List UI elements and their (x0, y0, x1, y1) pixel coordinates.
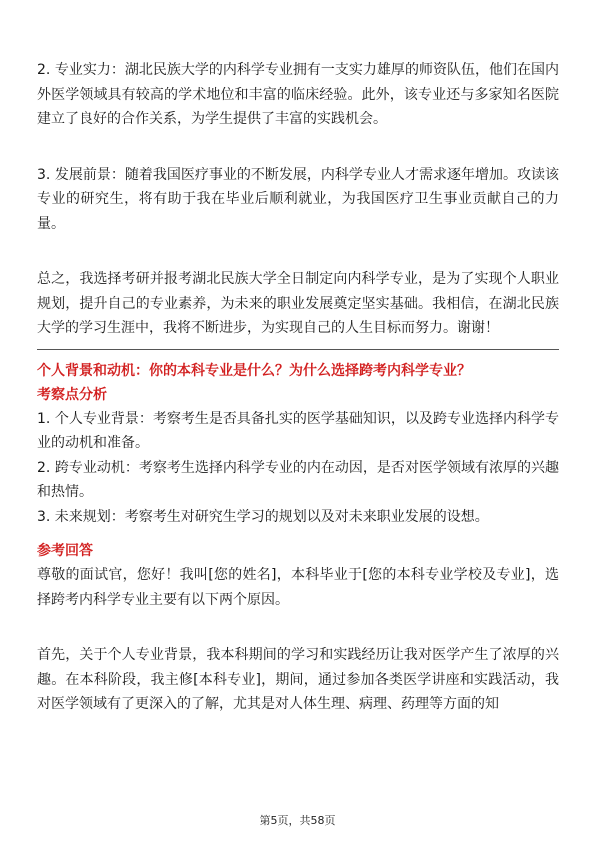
paragraph-development-prospect: 3. 发展前景：随着我国医疗事业的不断发展，内科学专业人才需求逐年增加。攻读该专业的研究生，将有助于我在毕业后顺利就业，为我国医疗卫生事业贡献自己的力量。 (37, 166, 559, 232)
section-divider (37, 349, 559, 350)
analysis-item: 3. 未来规划：考察考生对研究生学习的规划以及对未来职业发展的设想。 (37, 508, 489, 525)
paragraph-professional-strength: 2. 专业实力：湖北民族大学的内科学专业拥有一支实力雄厚的师资队伍，他们在国内外医学领域具有较高的学术地位和丰富的临床经验。此外，该专业还与多家知名医院建立了良好的合作关系，为学生提供了丰富的实践机会。 (37, 62, 559, 127)
analysis-heading: 考察点分析 (37, 386, 107, 403)
answer-paragraph: 首先，关于个人专业背景，我本科期间的学习和实践经历让我对医学产生了浓厚的兴趣。在本科阶段，我主修[本科专业]，期间，通过参加各类医学讲座和实践活动，我对医学领域有了更深入的了解，尤其是对人体生理、病理、药理等方面的知 (37, 647, 559, 712)
answer-paragraph: 尊敬的面试官，您好！我叫[您的姓名]，本科毕业于[您的本科专业学校及专业]，选择跨考内科学专业主要有以下两个原因。 (37, 567, 559, 608)
analysis-item: 1. 个人专业背景：考察考生是否具备扎实的医学基础知识，以及跨专业选择内科学专业的动机和准备。 (37, 410, 559, 451)
answer-heading: 参考回答 (37, 543, 93, 559)
analysis-item: 2. 跨专业动机：考察考生选择内科学专业的内在动因，是否对医学领域有浓厚的兴趣和热情。 (37, 459, 559, 500)
page-content (37, 58, 559, 717)
question-title: 个人背景和动机：你的本科专业是什么？为什么选择跨考内科学专业？ (37, 362, 471, 379)
page-number-footer: 第5页，共58页 (259, 814, 336, 827)
paragraph-conclusion: 总之，我选择考研并报考湖北民族大学全日制定向内科学专业，是为了实现个人职业规划，提升自己的专业素养，为未来的职业发展奠定坚实基础。我相信，在湖北民族大学的学习生涯中，我将不断进步，为实现自己的人生目标而努力。谢谢！ (37, 271, 559, 336)
